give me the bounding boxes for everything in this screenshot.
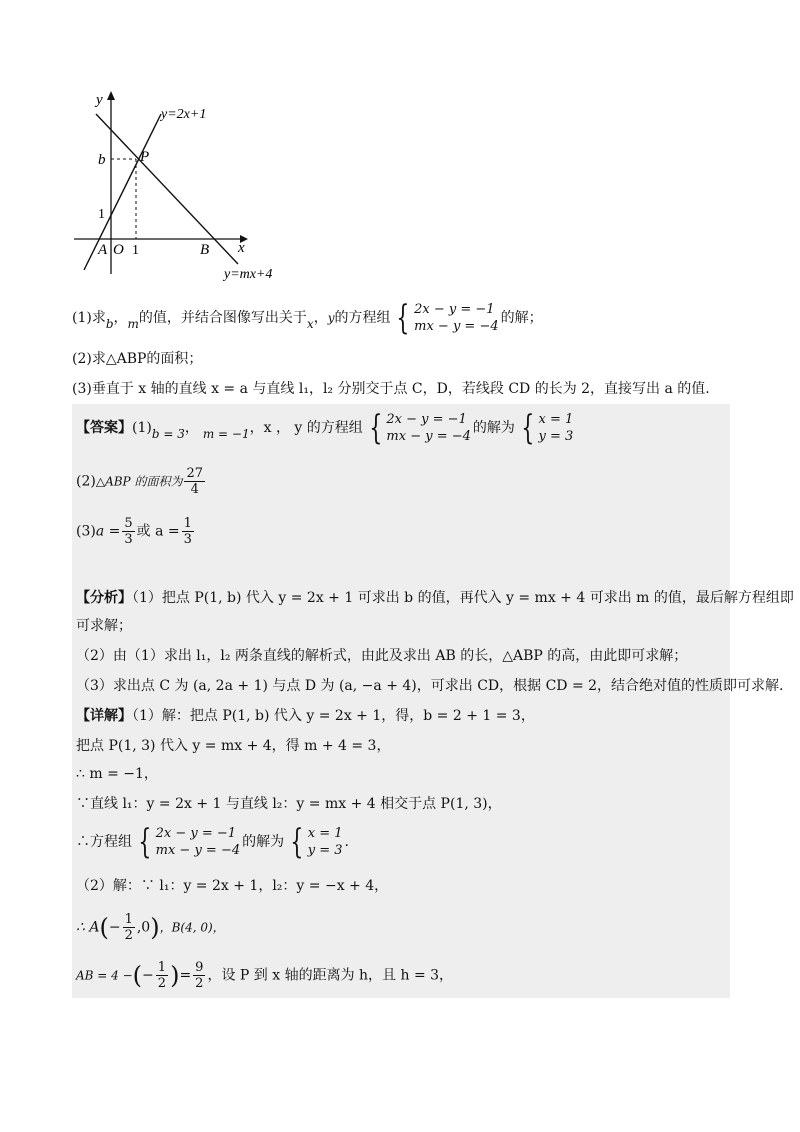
answer-3-or: 或 a = bbox=[136, 523, 180, 540]
detail-sol1: x = 1 bbox=[307, 826, 343, 841]
detail-7-num: 1 bbox=[124, 912, 133, 927]
detail-line-5 bbox=[76, 824, 349, 860]
detail-7-prefix: ∴ A bbox=[76, 919, 100, 936]
answer-3-prefix: (3) bbox=[76, 523, 96, 540]
answer-3-den1: 3 bbox=[124, 532, 133, 547]
label-line2: y=mx+4 bbox=[224, 267, 273, 282]
answer-m: m = −1 bbox=[202, 427, 250, 441]
answer-2-den: 4 bbox=[190, 482, 199, 497]
detail-8-prefix: AB = 4 − bbox=[76, 968, 133, 983]
y-axis-arrow bbox=[107, 91, 115, 100]
q1-system: { 2x − y = −1 mx − y = −4 bbox=[396, 298, 499, 338]
analysis-tag: 【分析】 bbox=[76, 590, 132, 606]
label-y: y bbox=[96, 92, 103, 108]
q1-text3: 的方程组 bbox=[334, 310, 391, 326]
detail-line-2: 把点 P(1, 3) 代入 y = mx + 4，得 m + 4 = 3， bbox=[76, 738, 391, 754]
analysis-text-1: （1）把点 P(1, b) 代入 y = 2x + 1 可求出 b 的值，再代入 y = mx + 4 可求出 m 的值，最后解方程组即 bbox=[132, 590, 794, 606]
detail-8-d2: 2 bbox=[195, 976, 204, 991]
detail-8-n2: 9 bbox=[195, 960, 204, 975]
detail-7-fraction bbox=[123, 912, 135, 943]
answer-3-a: a = bbox=[95, 523, 121, 540]
q1-comma: ， bbox=[113, 310, 128, 326]
answer-3-frac1 bbox=[122, 516, 134, 547]
analysis-line-3: （2）由（1）求出 l₁，l₂ 两条直线的解析式，由此及求出 AB 的长，△ABP 的高，由此即可求解； bbox=[76, 648, 688, 664]
detail-5-prefix: ∴方程组 bbox=[76, 834, 132, 850]
q1-eq2: mx − y = −4 bbox=[414, 319, 499, 334]
detail-line-6: （2）解：∵ l₁：y = 2x + 1，l₂：y = −x + 4， bbox=[76, 878, 389, 894]
answer-2-text: △ABP 的面积为 bbox=[95, 474, 183, 489]
answer-line-2 bbox=[76, 466, 207, 497]
label-O: O bbox=[113, 242, 124, 258]
answer-sol2: y = 3 bbox=[538, 429, 574, 444]
detail-line-7: ∴ A(− $\frac{1}{2}$ ,0)，B(4, 0)， bbox=[76, 912, 225, 943]
answer-solution: { x = 1 y = 3 bbox=[521, 408, 574, 448]
detail-solution: { x = 1 y = 3 bbox=[290, 822, 343, 862]
question-3: (3)垂直于 x 轴的直线 x = a 与直线 l₁，l₂ 分别交于点 C，D，若线段 CD 的长为 2，直接写出 a 的值. bbox=[72, 381, 710, 397]
detail-5-end: . bbox=[344, 834, 349, 850]
answer-eq1: 2x − y = −1 bbox=[386, 412, 467, 427]
q1-var-y: y bbox=[327, 311, 335, 325]
detail-8-frac2 bbox=[193, 960, 205, 991]
detail-line-3: ∴ m = −1， bbox=[76, 766, 158, 782]
label-P: P bbox=[140, 149, 150, 165]
answer-xy: x ， y 的方程组 bbox=[263, 420, 363, 436]
detail-8-eq: = bbox=[179, 967, 192, 984]
question-1 bbox=[72, 300, 543, 336]
label-1x: 1 bbox=[132, 243, 139, 258]
answer-eq2: mx − y = −4 bbox=[386, 429, 471, 444]
answer-tag: 【答案】 bbox=[76, 420, 132, 436]
detail-eq2: mx − y = −4 bbox=[155, 843, 241, 858]
answer-2-num: 27 bbox=[186, 466, 203, 481]
detail-text-1: （1）解：把点 P(1, b) 代入 y = 2x + 1，得，b = 2 + 1 = 3， bbox=[132, 708, 535, 724]
analysis-line-2: 可求解； bbox=[76, 618, 132, 634]
detail-line-1 bbox=[76, 706, 535, 726]
answer-3-frac2 bbox=[182, 516, 194, 547]
label-x: x bbox=[238, 240, 245, 256]
analysis-line-4: （3）求出点 C 为 (a, 2a + 1) 与点 D 为 (a, −a + 4)，可求出 CD，根据 CD = 2，结合绝对值的性质即可求解. bbox=[76, 678, 784, 694]
q1-text: (1)求 bbox=[72, 310, 106, 326]
q1-comma2: ， bbox=[313, 310, 328, 326]
detail-line-4: ∵直线 l₁：y = 2x + 1 与直线 l₂：y = mx + 4 相交于点 P(1, 3)， bbox=[76, 796, 502, 812]
detail-7-mid: ，B(4, 0)， bbox=[159, 920, 225, 935]
detail-tag: 【详解】 bbox=[76, 708, 132, 724]
answer-3-num2: 1 bbox=[183, 516, 192, 531]
detail-8-n1: 1 bbox=[157, 960, 167, 975]
answer-b: b = 3 bbox=[151, 427, 185, 441]
answer-sol1: x = 1 bbox=[538, 412, 574, 427]
q1-end: 的解； bbox=[500, 310, 543, 326]
detail-8-rest: ，设 P 到 x 轴的距离为 h，且 h = 3， bbox=[207, 967, 454, 984]
q1-eq1: 2x − y = −1 bbox=[414, 302, 495, 317]
detail-sol2: y = 3 bbox=[307, 843, 343, 858]
detail-line-8: AB = 4 −(− $\frac{1}{2}$ )= $\frac{9}{2}$ ，设 P 到 x 轴的距离为 h，且 h = 3， bbox=[76, 960, 454, 991]
q1-var-b: b bbox=[105, 317, 114, 331]
label-A: A bbox=[98, 242, 108, 258]
q1-var-x: x bbox=[306, 317, 314, 331]
analysis-line-1 bbox=[76, 588, 794, 608]
q1-text2: 的值，并结合图像写出关于 bbox=[138, 310, 307, 326]
detail-5-mid: 的解为 bbox=[242, 834, 285, 850]
label-1y: 1 bbox=[98, 207, 105, 222]
detail-7-den: 2 bbox=[124, 928, 133, 943]
detail-eq1: 2x − y = −1 bbox=[155, 826, 237, 841]
answer-2-prefix: (2) bbox=[76, 473, 96, 490]
answer-line-1: 【答案】(1)b = 3， m = −1，x ， y 的方程组 { 2x − y = −1 mx − y = −4 的解为 { x = 1 y = 3 bbox=[76, 408, 574, 448]
label-line1: y=2x+1 bbox=[161, 107, 207, 122]
detail-8-frac1 bbox=[156, 960, 168, 991]
q1-var-m: m bbox=[127, 317, 139, 331]
label-b: b bbox=[98, 152, 106, 168]
answer-3-num1: 5 bbox=[124, 516, 133, 531]
answer-3-den2: 3 bbox=[183, 532, 192, 547]
answer-2-fraction bbox=[184, 466, 205, 497]
answer-mid: 的解为 bbox=[472, 420, 515, 436]
solution-block bbox=[72, 404, 794, 998]
coordinate-graph bbox=[66, 84, 306, 294]
answer-system: { 2x − y = −1 mx − y = −4 bbox=[369, 408, 471, 448]
detail-system: { 2x − y = −1 mx − y = −4 bbox=[138, 822, 241, 862]
label-B: B bbox=[200, 242, 210, 258]
answer-line-3 bbox=[76, 516, 196, 547]
answer-1-prefix: (1) bbox=[132, 420, 152, 436]
detail-8-d1: 2 bbox=[157, 976, 167, 991]
question-2: (2)求△ABP的面积； bbox=[72, 351, 203, 367]
